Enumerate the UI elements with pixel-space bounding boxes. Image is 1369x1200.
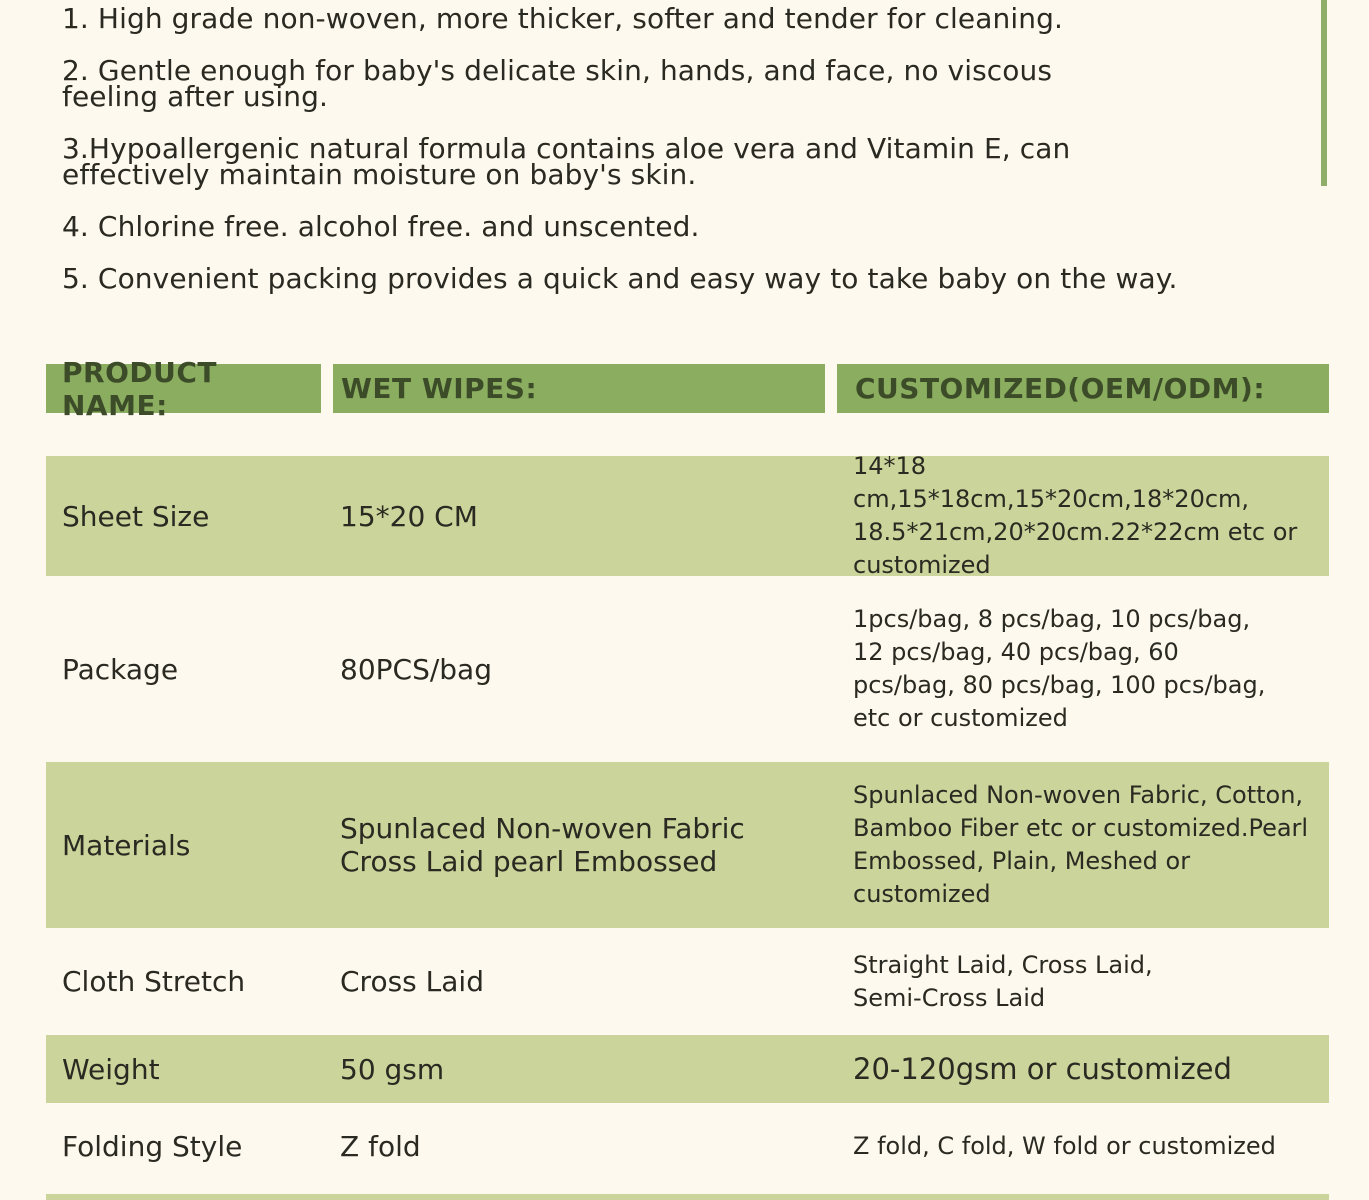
table-bottom-border xyxy=(46,1194,1329,1200)
feature-list xyxy=(62,2,1282,318)
spec-options: Z fold, C fold, W fold or customized xyxy=(853,1131,1276,1160)
spec-name: Package xyxy=(62,652,179,686)
table-row xyxy=(46,576,1329,762)
feature-item: 5. Convenient packing provides a quick and easy way to take baby on the way. xyxy=(62,262,1178,295)
spec-value: Cross Laid xyxy=(340,965,484,998)
header-product-name: PRODUCT NAME: xyxy=(46,364,321,413)
feature-item: 2. Gentle enough for baby's delicate skin, hands, and face, no viscous feeling after using. xyxy=(62,54,1053,113)
spec-options: 20-120gsm or customized xyxy=(853,1051,1232,1086)
spec-value: Z fold xyxy=(340,1129,421,1163)
spec-options: 14*18 cm,15*18cm,15*20cm,18*20cm, 18.5*21cm,20*20cm.22*22cm etc or customized xyxy=(853,452,1298,579)
spec-name: Sheet Size xyxy=(62,499,210,533)
spec-name: Weight xyxy=(62,1052,160,1086)
spec-options: Spunlaced Non-woven Fabric, Cotton, Bamboo Fiber etc or customized.Pearl Embossed, Plain, Meshed or customized xyxy=(853,781,1309,908)
feature-item: 4. Chlorine free. alcohol free. and unscented. xyxy=(62,210,700,243)
decorative-border xyxy=(1321,0,1327,186)
table-row xyxy=(46,452,1329,579)
spec-options: Straight Laid, Cross Laid, Semi-Cross Laid xyxy=(853,950,1153,1012)
spec-name: Materials xyxy=(62,828,191,862)
header-wet-wipes: WET WIPES: xyxy=(333,364,825,413)
spec-value: Spunlaced Non-woven Fabric Cross Laid pearl Embossed xyxy=(340,812,745,878)
feature-item: 3.Hypoallergenic natural formula contains aloe vera and Vitamin E, can effectively maintain moisture on baby's skin. xyxy=(62,132,1071,191)
table-row xyxy=(46,762,1329,928)
header-customized: CUSTOMIZED(OEM/ODM): xyxy=(837,364,1329,413)
spec-name: Folding Style xyxy=(62,1129,243,1163)
spec-table xyxy=(46,452,1329,1189)
spec-value: 50 gsm xyxy=(340,1052,445,1086)
table-row xyxy=(46,928,1329,1035)
spec-options: 1pcs/bag, 8 pcs/bag, 10 pcs/bag, 12 pcs/bag, 40 pcs/bag, 60 pcs/bag, 80 pcs/bag, 100 pcs/bag, etc or customized xyxy=(853,605,1266,732)
table-row xyxy=(46,1103,1329,1189)
feature-item: 1. High grade non-woven, more thicker, softer and tender for cleaning. xyxy=(62,2,1063,35)
spec-value: 15*20 CM xyxy=(340,499,478,533)
spec-value: 80PCS/bag xyxy=(340,652,492,686)
spec-name: Cloth Stretch xyxy=(62,965,246,998)
table-row xyxy=(46,1035,1329,1103)
